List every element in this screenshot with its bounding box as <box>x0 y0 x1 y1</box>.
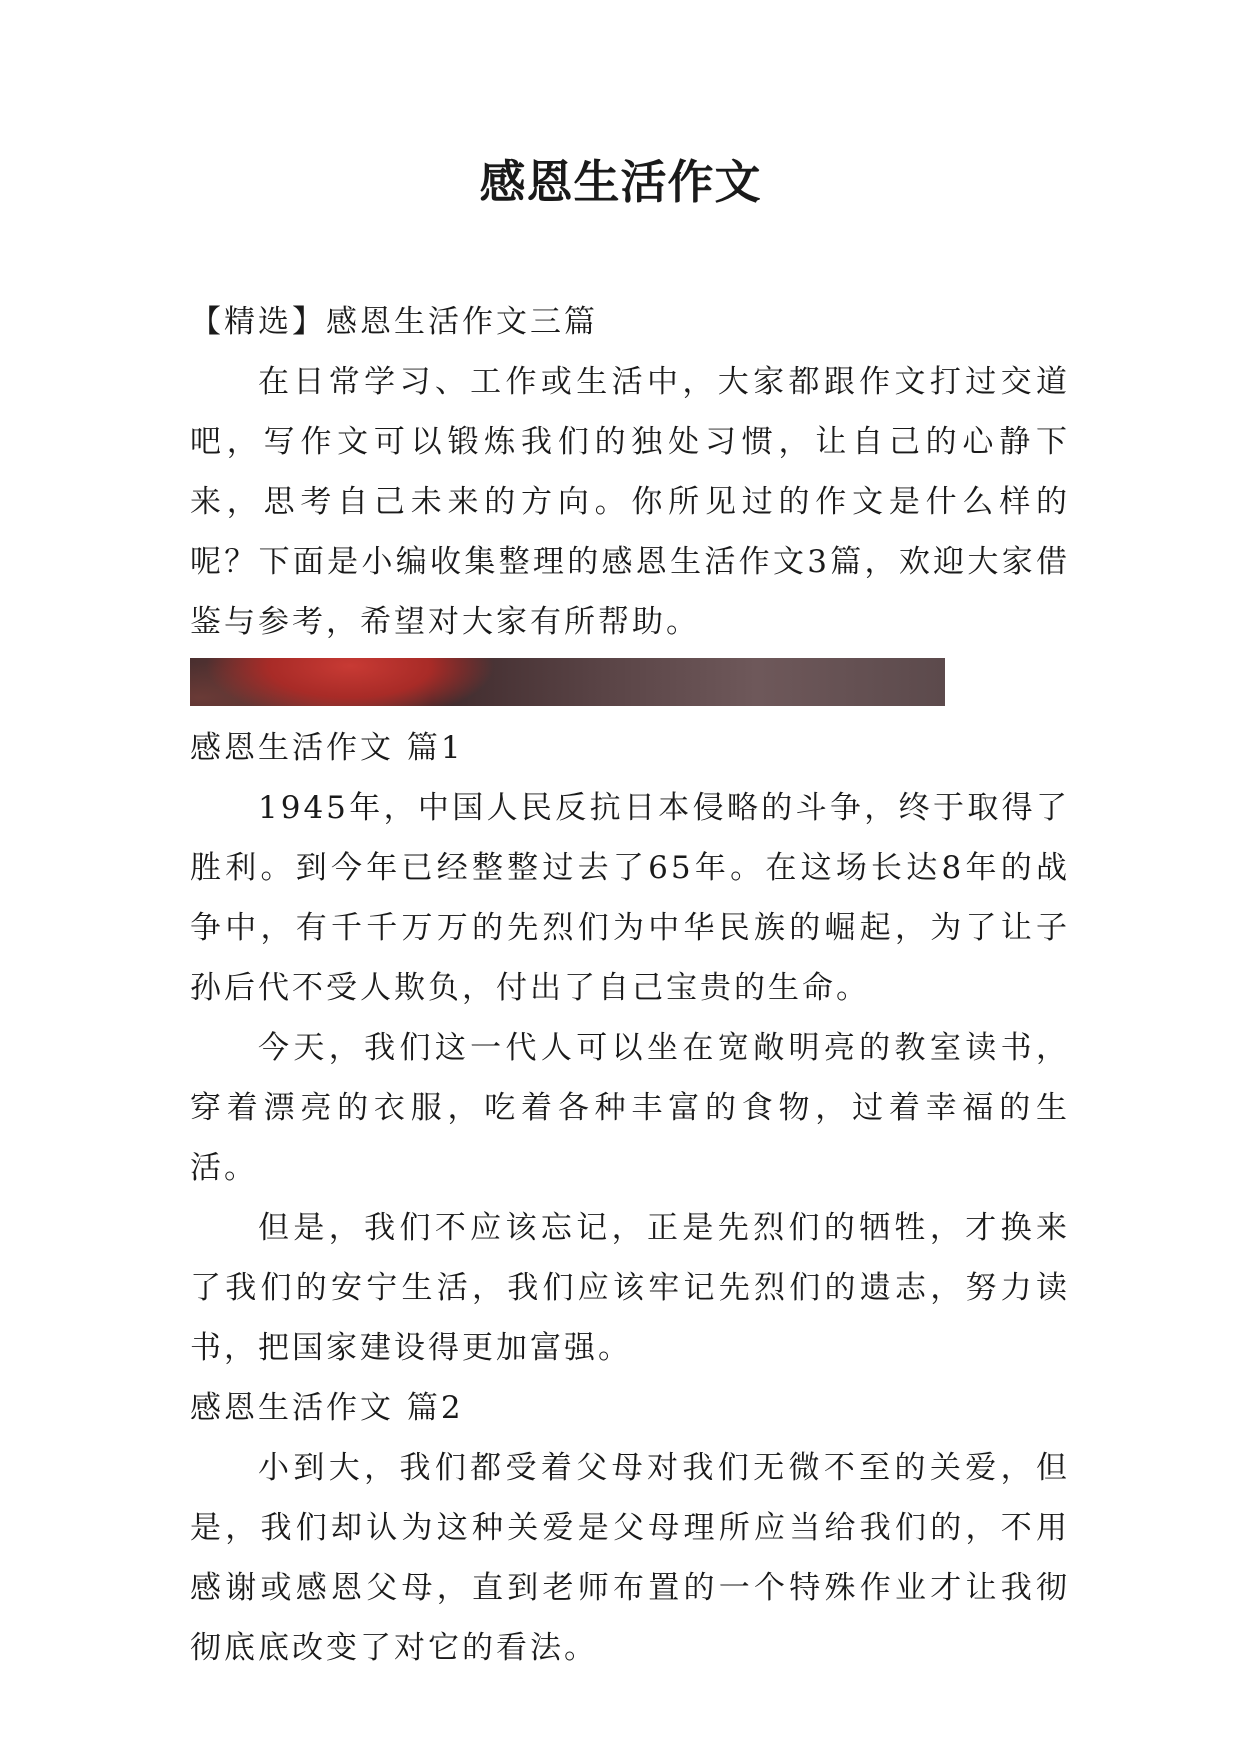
section-heading-2: 感恩生活作文 篇2 <box>190 1390 464 1426</box>
section-2-paragraph-1: 小到大，我们都受着父母对我们无微不至的关爱，但是，我们却认为这种关爱是父母理所应当给我们的，不用感谢或感恩父母，直到老师布置的一个特殊作业才让我彻彻底底改变了对它的看法。 <box>190 1450 1070 1666</box>
document-body <box>190 292 1070 1678</box>
document-subtitle: 【精选】感恩生活作文三篇 <box>190 304 598 340</box>
decorative-photo-strip <box>190 658 945 706</box>
section-1-paragraph-3: 但是，我们不应该忘记，正是先烈们的牺牲，才换来了我们的安宁生活，我们应该牢记先烈们的遗志，努力读书，把国家建设得更加富强。 <box>190 1210 1070 1366</box>
section-1-paragraph-2: 今天，我们这一代人可以坐在宽敞明亮的教室读书，穿着漂亮的衣服，吃着各种丰富的食物，过着幸福的生活。 <box>190 1030 1070 1186</box>
section-heading-1: 感恩生活作文 篇1 <box>190 730 464 766</box>
section-1-paragraph-1: 1945年，中国人民反抗日本侵略的斗争，终于取得了胜利。到今年已经整整过去了65年。在这场长达8年的战争中，有千千万万的先烈们为中华民族的崛起，为了让子孙后代不受人欺负，付出了自己宝贵的生命。 <box>190 790 1070 1006</box>
intro-paragraph: 在日常学习、工作或生活中，大家都跟作文打过交道吧，写作文可以锻炼我们的独处习惯，让自己的心静下来，思考自己未来的方向。你所见过的作文是什么样的呢？下面是小编收集整理的感恩生活作文3篇，欢迎大家借鉴与参考，希望对大家有所帮助。 <box>190 364 1070 640</box>
document-title: 感恩生活作文 <box>479 155 762 209</box>
